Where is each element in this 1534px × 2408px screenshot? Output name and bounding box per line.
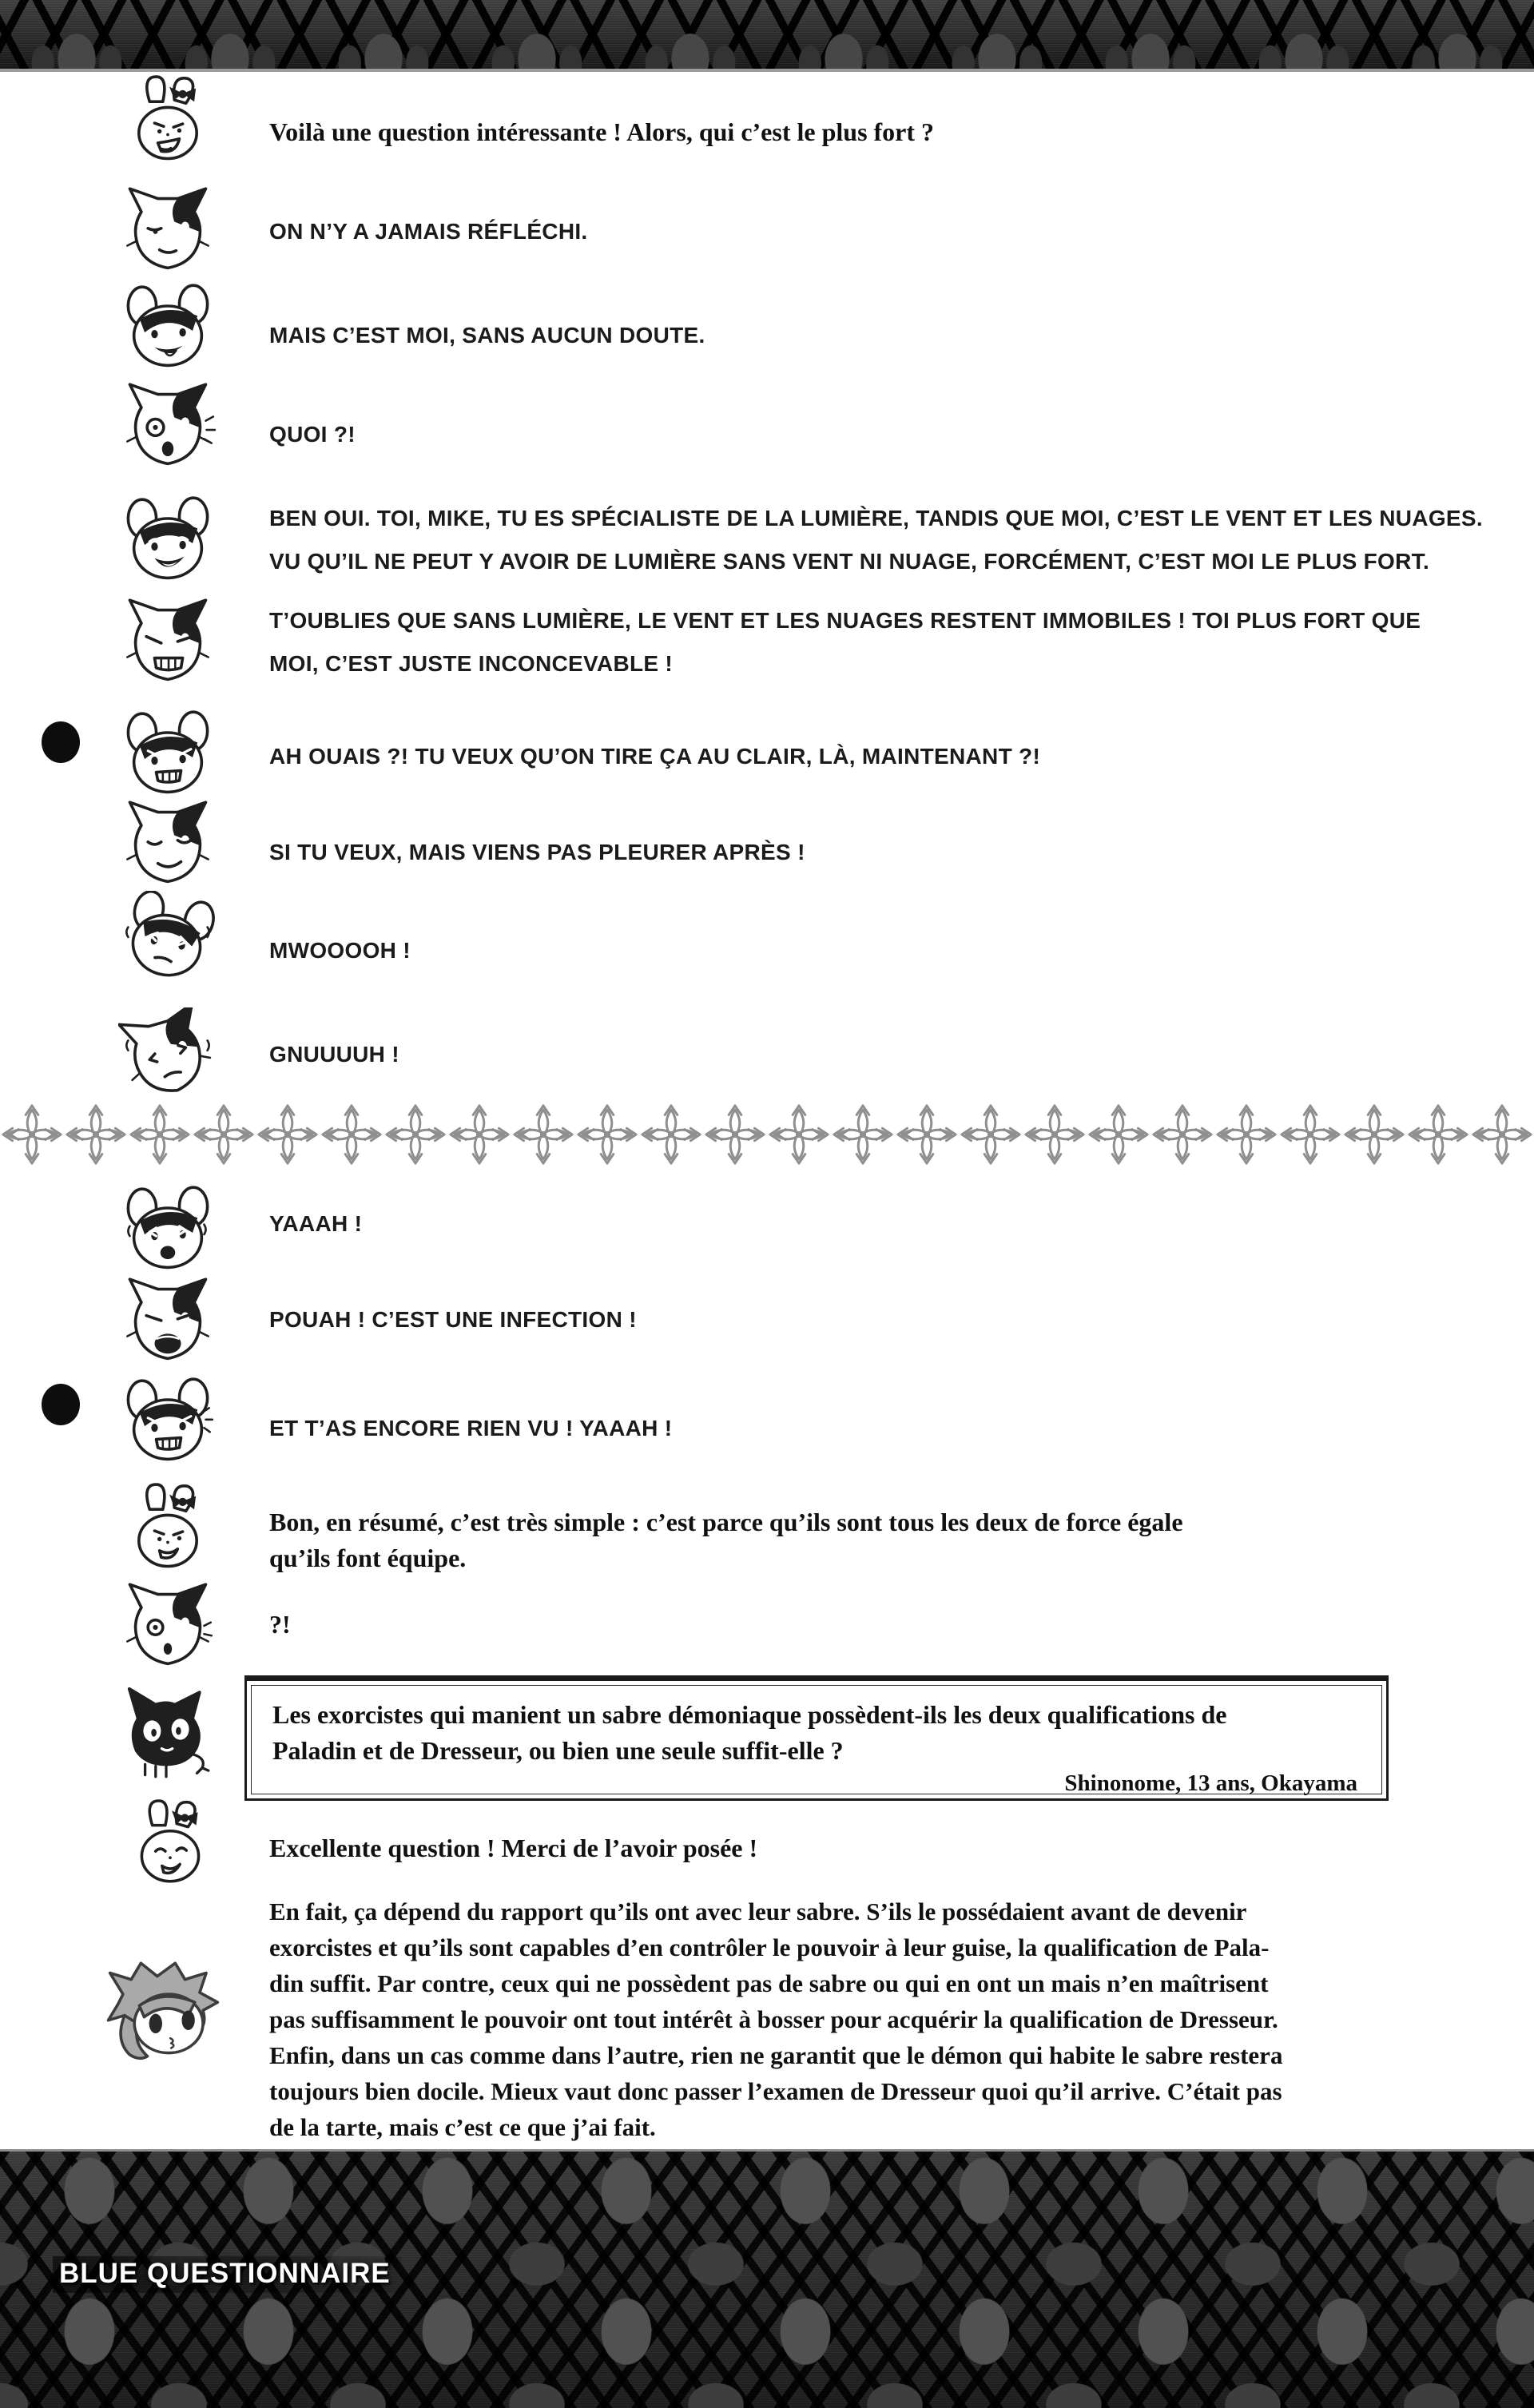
corgi-laugh-icon [118, 494, 217, 593]
compass-cross-ornament [1023, 1110, 1087, 1159]
question-line: Paladin et de Dresseur, ou bien une seule suffit-elle ? [272, 1736, 844, 1765]
answer-paragraph-line: Enfin, dans un cas comme dans l’autre, rien ne garantit que le démon qui habite le sabre restera [269, 2041, 1283, 2069]
dialogue-line: ON N’Y A JAMAIS RÉFLÉCHI. [269, 219, 588, 244]
compass-cross-ornament [1087, 1110, 1150, 1159]
answer-paragraph [269, 1893, 1468, 2145]
compass-cross-ornament [895, 1110, 959, 1159]
dialogue-line: POUAH ! C’EST UNE INFECTION ! [269, 1307, 637, 1332]
dialogue-line: BEN OUI. TOI, MIKE, TU ES SPÉCIALISTE DE LA LUMIÈRE, TANDIS QUE MOI, C’EST LE VENT ET LES NUAGES. [269, 506, 1483, 530]
corgi-zap-icon [118, 1375, 217, 1474]
compass-cross-ornament [1150, 1110, 1214, 1159]
corgi-strain-icon [118, 1183, 217, 1282]
dialogue-line: ET T’AS ENCORE RIEN VU ! YAAAH ! [269, 1416, 673, 1440]
fox-growl-icon [118, 595, 217, 694]
compass-cross-ornament [831, 1110, 895, 1159]
dialogue-text [269, 1413, 672, 1444]
compass-cross-ornament [64, 1110, 128, 1159]
compass-cross-ornament [511, 1110, 575, 1159]
answer-paragraph-line: toujours bien docile. Mieux vaut donc passer l’examen de Dresseur quoi qu’il arrive. C’était pas [269, 2077, 1282, 2105]
dialogue-text [269, 419, 356, 451]
question-box-inner [251, 1685, 1382, 1794]
dialogue-text [269, 1208, 362, 1240]
dialogue-text [269, 497, 1483, 583]
dialogue-line: VU QU’IL NE PEUT Y AVOIR DE LUMIÈRE SANS VENT NI NUAGE, FORCÉMENT, C’EST MOI LE PLUS FORT. [269, 549, 1430, 574]
compass-cross-ornament [384, 1110, 447, 1159]
compass-cross-ornament [1470, 1110, 1534, 1159]
black-cat-icon [112, 1682, 221, 1787]
rabbit-excited-icon [118, 72, 217, 171]
page-title: BLUE QUESTIONNAIRE [53, 2256, 402, 2293]
bullet-dot [42, 721, 80, 763]
compass-cross-ornament [128, 1110, 192, 1159]
answer-paragraph-line: En fait, ça dépend du rapport qu’ils ont avec leur sabre. S’ils le possédaient avant de devenir [269, 1897, 1247, 1925]
dialogue-text [269, 935, 411, 967]
dialogue-text [269, 1039, 399, 1071]
answer-paragraph-line: din suffit. Par contre, ceux qui ne possèdent pas de sabre ou qui en ont un mais n’en maîtrisent [269, 1969, 1269, 1997]
fox-smug-icon [118, 797, 217, 896]
chibi-boy-icon [90, 1955, 237, 2069]
corgi-grin-icon [118, 281, 217, 380]
dialogue-text [269, 1607, 291, 1643]
fox-shock-icon [118, 379, 217, 479]
compass-cross-ornament [447, 1110, 511, 1159]
dialogue-line: SI TU VEUX, MAIS VIENS PAS PLEURER APRÈS ! [269, 840, 805, 864]
compass-cross-ornament [959, 1110, 1023, 1159]
dialogue-text [269, 216, 588, 248]
compass-cross-ornament [192, 1110, 256, 1159]
bullet-dot [42, 1384, 80, 1425]
dialogue-line: ?! [269, 1610, 291, 1639]
dialogue-line: MOI, C’EST JUSTE INCONCEVABLE ! [269, 651, 674, 676]
dialogue-text [269, 114, 934, 150]
answer-paragraph-line: exorcistes et qu’ils sont capables d’en contrôler le pouvoir à leur guise, la qualification de Pala- [269, 1933, 1270, 1961]
dialogue-text [269, 1304, 637, 1336]
answer-paragraph-line: pas suffisamment le pouvoir ont tout intérêt à bosser pour acquérir la qualification de Dresseur. [269, 2005, 1278, 2033]
dialogue-text [269, 741, 1040, 773]
compass-cross-ornament [1342, 1110, 1406, 1159]
compass-cross-ornament [320, 1110, 384, 1159]
dialogue-line: qu’ils font équipe. [269, 1544, 467, 1572]
answer-paragraph-line: de la tarte, mais c’est ce que j’ai fait. [269, 2113, 656, 2141]
rabbit-explaining-icon [118, 1480, 217, 1579]
rabbit-happy-icon [121, 1796, 219, 1893]
dialogue-line: YAAAH ! [269, 1211, 363, 1236]
ornament-divider [0, 1110, 1534, 1159]
compass-cross-ornament [1406, 1110, 1470, 1159]
dialogue-text [269, 1504, 1183, 1576]
dialogue-text [269, 836, 805, 868]
compass-cross-ornament [639, 1110, 703, 1159]
fox-calm-icon [118, 184, 217, 283]
dialogue-line: MWOOOOH ! [269, 938, 411, 963]
compass-cross-ornament [767, 1110, 831, 1159]
fox-startled-icon [118, 1580, 217, 1679]
answer-intro-text: Excellente question ! Merci de l’avoir posée ! [269, 1834, 758, 1862]
fox-yell-icon [118, 1274, 217, 1373]
compass-cross-ornament [256, 1110, 320, 1159]
dialogue-line: Bon, en résumé, c’est très simple : c’est parce qu’ils sont tous les deux de force égale [269, 1508, 1183, 1536]
question-attribution: Shinonome, 13 ans, Okayama [1064, 1770, 1357, 1796]
compass-cross-ornament [1214, 1110, 1278, 1159]
corgi-headbutt-icon [118, 891, 217, 990]
dialogue-line: QUOI ?! [269, 422, 356, 447]
corgi-rage-icon [118, 708, 217, 807]
dialogue-text [269, 320, 705, 352]
dialogue-line: AH OUAIS ?! TU VEUX QU’ON TIRE ÇA AU CLAIR, LÀ, MAINTENANT ?! [269, 744, 1041, 769]
dialogue-line: Voilà une question intéressante ! Alors, qui c’est le plus fort ? [269, 117, 935, 146]
dialogue-text [269, 599, 1421, 685]
compass-cross-ornament [703, 1110, 767, 1159]
question-box [244, 1675, 1389, 1801]
fox-headbutt-icon [118, 1007, 217, 1107]
compass-cross-ornament [575, 1110, 639, 1159]
compass-cross-ornament [1278, 1110, 1342, 1159]
ornamental-banner-top [0, 0, 1534, 72]
question-line: Les exorcistes qui manient un sabre démoniaque possèdent-ils les deux qualifications de [272, 1700, 1227, 1729]
dialogue-line: GNUUUUH ! [269, 1042, 399, 1067]
dialogue-line: MAIS C’EST MOI, SANS AUCUN DOUTE. [269, 323, 705, 348]
compass-cross-ornament [0, 1110, 64, 1159]
dialogue-line: T’OUBLIES QUE SANS LUMIÈRE, LE VENT ET LES NUAGES RESTENT IMMOBILES ! TOI PLUS FORT QUE [269, 608, 1421, 633]
